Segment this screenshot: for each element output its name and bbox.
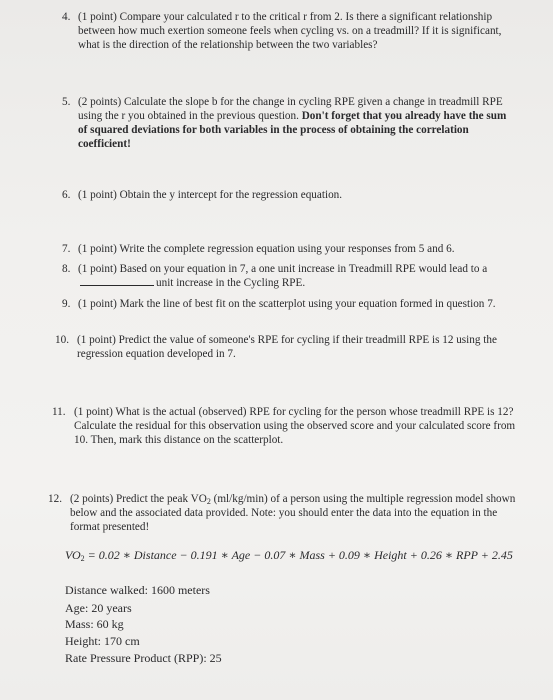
question-text-continued: unit increase in the Cycling RPE. <box>156 277 306 289</box>
question-text: (1 point) Mark the line of best fit on the scatterplot using your equation formed in question 7. <box>78 298 496 310</box>
question-11 <box>52 405 520 447</box>
given-height: Height: 170 cm <box>65 634 140 648</box>
formula-lhs-subscript: 2 <box>80 554 85 563</box>
question-10 <box>55 333 517 361</box>
formula-lhs: VO <box>65 548 81 562</box>
question-number: 4. <box>62 11 71 23</box>
question-9 <box>62 297 514 311</box>
formula-rhs: = 0.02 ∗ Distance − 0.191 ∗ Age − 0.07 ∗ Mass + 0.09 ∗ Height + 0.26 ∗ RPP + 2.45 <box>87 548 513 562</box>
question-7 <box>62 242 510 256</box>
question-text: (2 points) Predict the peak VO <box>70 493 207 505</box>
question-number: 6. <box>62 189 71 201</box>
given-distance: Distance walked: 1600 meters <box>65 583 210 597</box>
question-6 <box>62 188 510 202</box>
question-text: (2 points) Calculate the slope b for the change in cycling RPE given a change in treadmill RPE using the r you obtained in the previous question. <box>78 96 503 122</box>
given-rpp: Rate Pressure Product (RPP): 25 <box>65 651 222 665</box>
question-text: (1 point) What is the actual (observed) RPE for cycling for the person whose treadmill RPE is 12? Calculate the residual for this observation using the observed score and your calculated score from 10. Then, mark this distance on the scatterplot. <box>74 406 516 446</box>
question-number: 8. <box>62 263 71 275</box>
question-number: 9. <box>62 298 71 310</box>
question-number: 11. <box>52 406 66 418</box>
question-text: (1 point) Compare your calculated r to the critical r from 2. Is there a significant relationship between how much exertion someone feels when cycling vs. on a treadmill? If it is significant, what is the direction of the relationship between the two variables? <box>78 11 502 51</box>
question-8 <box>62 262 514 290</box>
question-text: (1 point) Obtain the y intercept for the regression equation. <box>78 189 343 201</box>
question-5 <box>62 95 510 151</box>
question-hint: Don't forget that you already have the sum of squared deviations for both variables in the process of obtaining the correlation coefficient! <box>78 110 507 150</box>
given-age: Age: 20 years <box>65 601 132 615</box>
question-12 <box>48 492 522 534</box>
question-number: 5. <box>62 96 71 108</box>
question-text: (1 point) Write the complete regression equation using your responses from 5 and 6. <box>78 243 455 255</box>
question-number: 10. <box>55 334 69 346</box>
question-4 <box>62 10 510 52</box>
question-text: (1 point) Based on your equation in 7, a one unit increase in Treadmill RPE would lead to a <box>78 263 488 275</box>
given-mass: Mass: 60 kg <box>65 617 124 631</box>
subscript: 2 <box>206 497 211 506</box>
question-number: 7. <box>62 243 71 255</box>
question-text: (1 point) Predict the value of someone's RPE for cycling if their treadmill RPE is 12 using the regression equation developed in 7. <box>77 334 497 360</box>
question-text-continued: (ml/kg/min) of a person using the multiple regression model shown below and the associated data provided. Note: you should enter the data into the equation in the format presented! <box>70 493 516 533</box>
answer-blank[interactable] <box>80 276 154 286</box>
question-number: 12. <box>48 493 62 505</box>
regression-formula <box>65 548 513 563</box>
